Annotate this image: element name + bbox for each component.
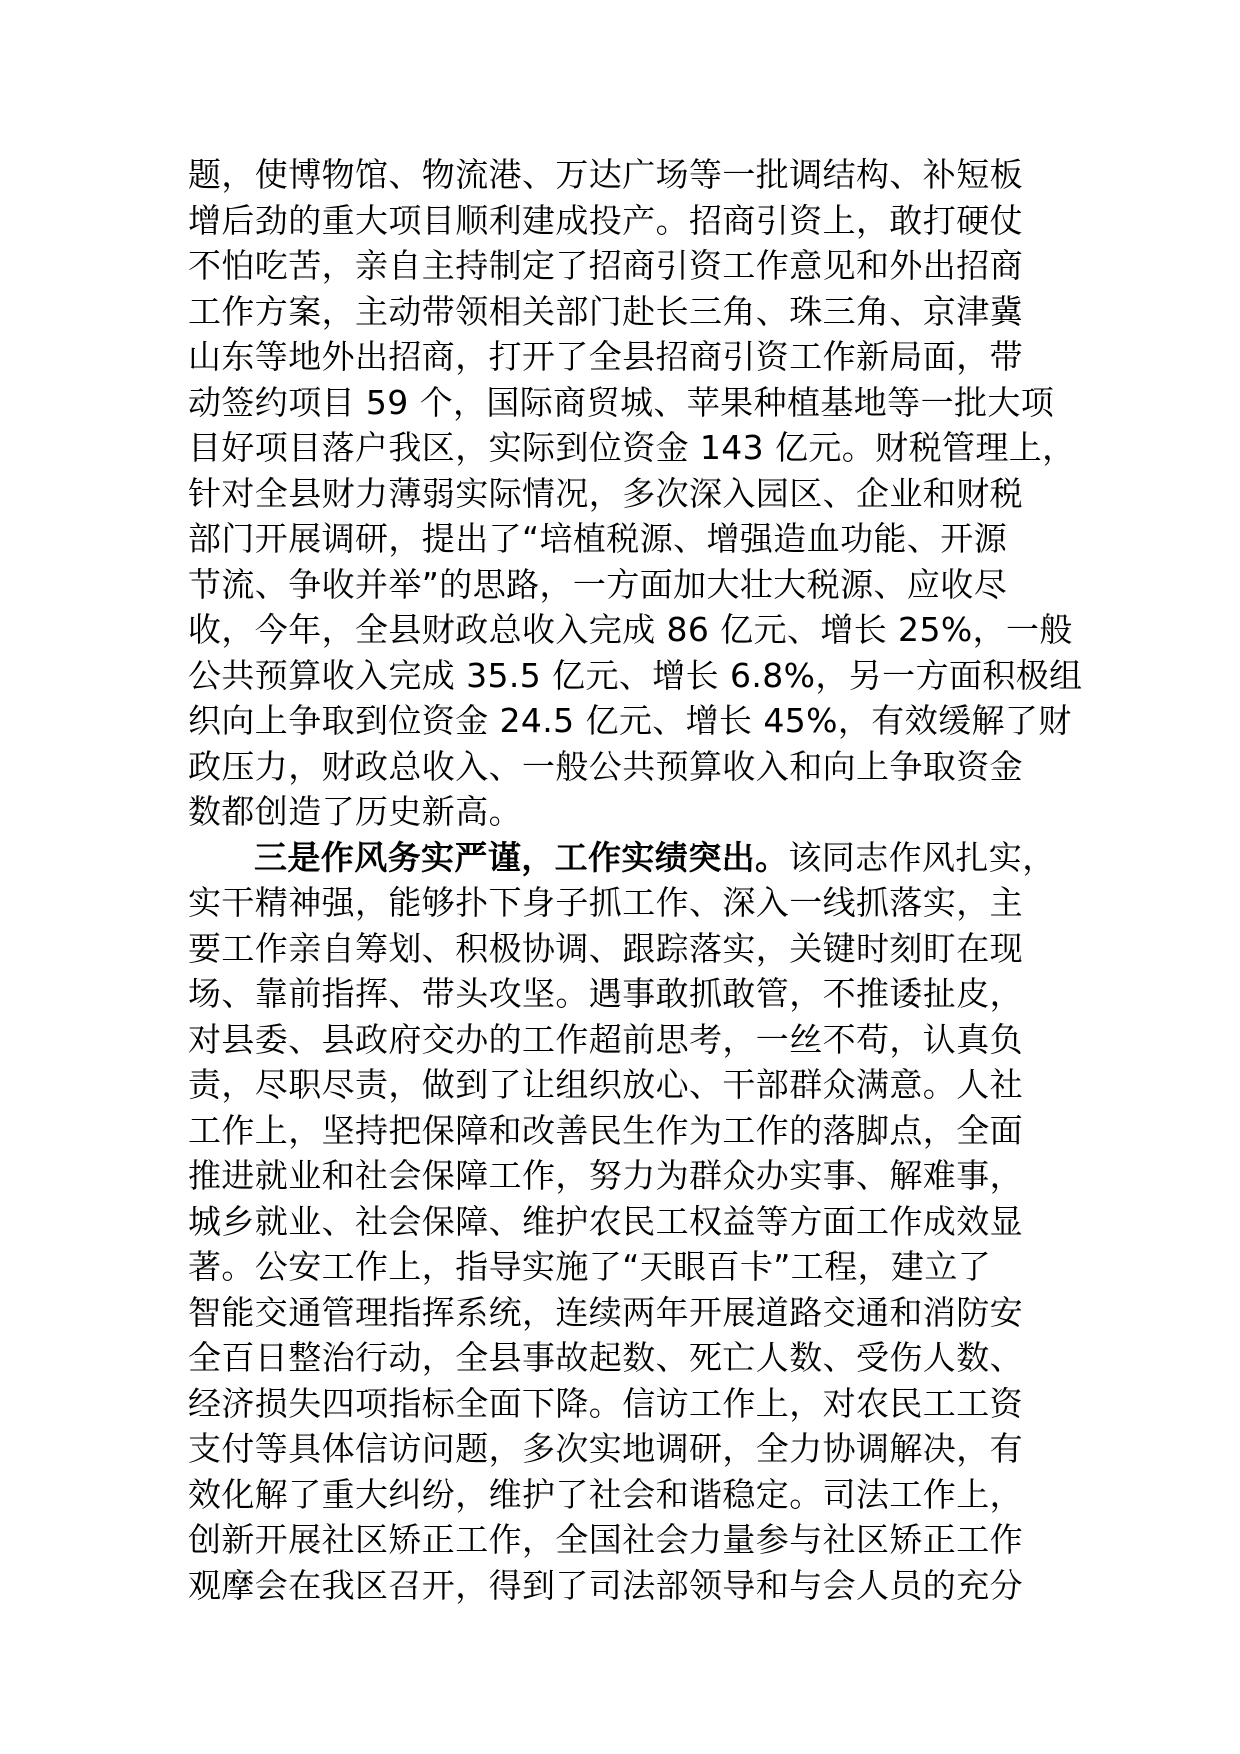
text-line: 工作上，坚持把保障和改善民生作为工作的落脚点，全面 — [188, 1110, 1023, 1150]
text-line: 著。公安工作上，指导实施了“天眼百卡”工程，建立了 — [188, 1247, 992, 1286]
text-line: 动签约项目 59 个，国际商贸城、苹果种植基地等一批大项 — [188, 382, 1055, 422]
text-line: 要工作亲自筹划、积极协调、跟踪落实，关键时刻盯在现 — [188, 928, 1023, 968]
text-line: 智能交通管理指挥系统，连续两年开展道路交通和消防安 — [188, 1292, 1023, 1332]
heading-continuation: 该同志作风扎实， — [788, 837, 1056, 877]
document-body — [188, 152, 1083, 1608]
text-line: 数都创造了历史新高。 — [188, 792, 522, 831]
text-line: 创新开展社区矫正工作，全国社会力量参与社区矫正工作 — [188, 1520, 1023, 1559]
text-line: 增后劲的重大项目顺利建成投产。招商引资上，敢打硬仗 — [188, 200, 1023, 240]
text-line: 针对全县财力薄弱实际情况，多次深入园区、企业和财税 — [188, 473, 1023, 513]
text-line: 城乡就业、社会保障、维护农民工权益等方面工作成效显 — [188, 1201, 1023, 1241]
text-line: 经济损失四项指标全面下降。信访工作上，对农民工工资 — [188, 1383, 1023, 1423]
text-line: 节流、争收并举”的思路，一方面加大壮大税源、应收尽 — [188, 564, 1008, 604]
section-heading: 三是作风务实严谨，工作实绩突出。 — [254, 837, 789, 877]
text-line: 收，今年，全县财政总收入完成 86 亿元、增长 25%，一般 — [188, 610, 1073, 649]
text-line: 工作方案，主动带领相关部门赴长三角、珠三角、京津冀 — [188, 291, 1023, 331]
text-line: 题，使博物馆、物流港、万达广场等一批调结构、补短板 — [188, 155, 1023, 194]
text-line: 责，尽职尽责，做到了让组织放心、干部群众满意。人社 — [188, 1065, 1023, 1104]
text-line: 支付等具体信访问题，多次实地调研，全力协调解决，有 — [188, 1429, 1023, 1468]
text-line: 效化解了重大纠纷，维护了社会和谐稳定。司法工作上， — [188, 1474, 1023, 1514]
text-line-first — [188, 835, 1068, 881]
text-line: 对县委、县政府交办的工作超前思考，一丝不苟，认真负 — [188, 1019, 1023, 1059]
text-line: 推进就业和社会保障工作，努力为群众办实事、解难事， — [188, 1156, 1023, 1195]
text-line: 全百日整治行动，全县事故起数、死亡人数、受伤人数、 — [188, 1338, 1023, 1377]
text-line: 政压力，财政总收入、一般公共预算收入和向上争取资金 — [188, 746, 1023, 786]
text-line: 不怕吃苦，亲自主持制定了招商引资工作意见和外出招商 — [188, 246, 1023, 285]
text-line: 实干精神强，能够扑下身子抓工作、深入一线抓落实，主 — [188, 883, 1023, 922]
text-line: 织向上争取到位资金 24.5 亿元、增长 45%，有效缓解了财 — [188, 701, 1072, 740]
text-line: 观摩会在我区召开，得到了司法部领导和与会人员的充分 — [188, 1565, 1023, 1605]
text-line: 公共预算收入完成 35.5 亿元、增长 6.8%，另一方面积极组 — [188, 655, 1083, 695]
text-line: 场、靠前指挥、带头攻坚。遇事敢抓敢管，不推诿扯皮， — [188, 974, 1023, 1013]
paragraph-2 — [188, 835, 1068, 1609]
text-line: 山东等地外出招商，打开了全县招商引资工作新局面，带 — [188, 337, 1023, 376]
text-line: 部门开展调研，提出了“培植税源、增强造血功能、开源 — [188, 519, 1008, 558]
paragraph-1 — [188, 152, 1083, 835]
text-line: 目好项目落户我区，实际到位资金 143 亿元。财税管理上， — [188, 428, 1076, 467]
